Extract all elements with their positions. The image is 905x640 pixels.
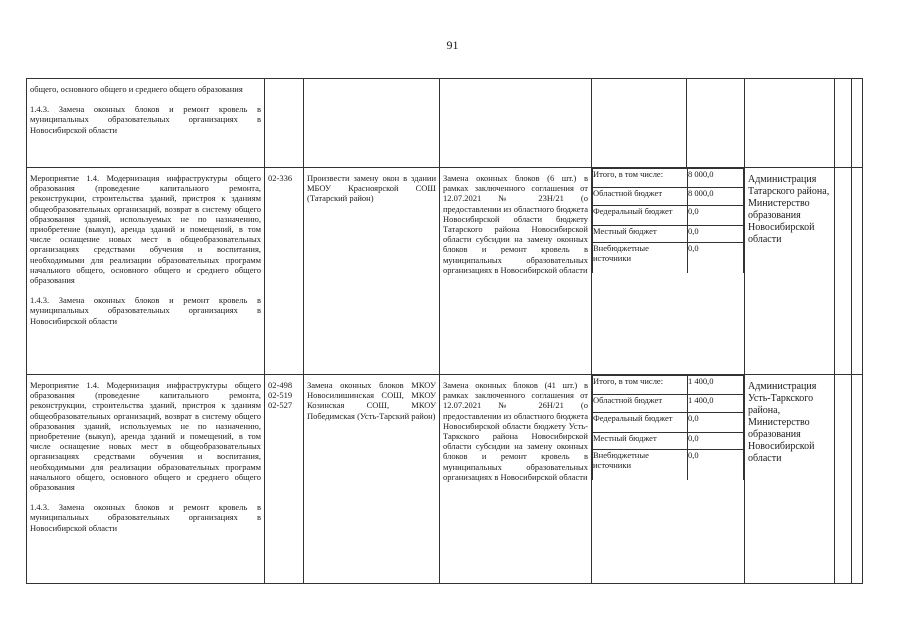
code-cell bbox=[265, 375, 304, 584]
financing-source: Областной бюджет bbox=[593, 188, 688, 206]
financing-amount: 1 400,0 bbox=[688, 395, 744, 413]
financing-source: Внебюджетные источники bbox=[593, 243, 688, 274]
code-cell bbox=[265, 79, 304, 168]
object-code: 02-519 bbox=[268, 390, 293, 401]
financing-cell bbox=[592, 79, 745, 168]
result-cell bbox=[440, 79, 592, 168]
financing-amount: 8 000,0 bbox=[688, 169, 744, 188]
executor-cell bbox=[745, 375, 835, 584]
financing-amount: 0,0 bbox=[688, 450, 744, 481]
program-table bbox=[26, 78, 863, 584]
financing-amount: 8 000,0 bbox=[688, 188, 744, 206]
result-text: Замена оконных блоков (41 шт.) в рамках заключенного соглашения от 12.07.2021 № 26Н/21 (о предоставлении из областного бюджета Новосибирской области бюджету Усть-Таркского района Новосибирской области субсидии на замену оконных блоков и ремонт кровель в муниципальных образовательных организациях в Новосибирской области bbox=[443, 380, 588, 482]
object-cell bbox=[304, 168, 440, 375]
extra-cell bbox=[852, 168, 863, 375]
financing-table bbox=[592, 168, 744, 273]
financing-source: Местный бюджет bbox=[593, 433, 688, 450]
extra-cell bbox=[835, 375, 852, 584]
financing-amount: 1 400,0 bbox=[688, 376, 744, 395]
table-row bbox=[27, 168, 863, 375]
object-cell bbox=[304, 375, 440, 584]
executor-cell bbox=[745, 168, 835, 375]
financing-source: Итого, в том числе: bbox=[593, 169, 688, 188]
table-row bbox=[27, 375, 863, 584]
extra-cell bbox=[835, 168, 852, 375]
code-cell bbox=[265, 168, 304, 375]
object-code: 02-498 bbox=[268, 380, 293, 390]
financing-amount: 0,0 bbox=[688, 433, 744, 450]
object-cell bbox=[304, 79, 440, 168]
financing-source: Федеральный бюджет bbox=[593, 206, 688, 226]
financing-source: Внебюджетные источники bbox=[593, 450, 688, 481]
event-cell bbox=[27, 375, 265, 584]
table-row-continuation bbox=[27, 79, 863, 168]
financing-source: Областной бюджет bbox=[593, 395, 688, 413]
subitem-text: 1.4.3. Замена оконных блоков и ремонт кровель в муниципальных образовательных организациях в Новосибирской области bbox=[30, 104, 261, 135]
executor-text: Администрация Усть-Таркского района, Министерство образования Новосибирской области bbox=[748, 381, 817, 464]
event-cell bbox=[27, 168, 265, 375]
event-text: Мероприятие 1.4. Модернизация инфраструктуры общего образования (проведение капитального ремонта, реконструкции, строительства зданий, пристроя к зданиям общеобразовательных организаций, возврат в систему общего образования зданий, используемых не по назначению, приобретение (выкуп), аренда зданий и помещений, в том числе оснащение новых мест в общеобразовательных организациях средствами обучения и воспитания, необходимыми для реализации образовательных программ начального общего, основного общего и среднего общего образования bbox=[30, 380, 261, 493]
extra-cell bbox=[835, 79, 852, 168]
financing-source: Итого, в том числе: bbox=[593, 376, 688, 395]
financing-amount: 0,0 bbox=[688, 206, 744, 226]
result-cell bbox=[440, 168, 592, 375]
extra-cell bbox=[852, 375, 863, 584]
financing-cell bbox=[592, 168, 745, 375]
executor-text: Администрация Татарского района, Министерство образования Новосибирской области bbox=[748, 174, 830, 245]
extra-cell bbox=[852, 79, 863, 168]
event-text: общего, основного общего и среднего общего образования bbox=[30, 84, 243, 94]
event-text: Мероприятие 1.4. Модернизация инфраструктуры общего образования (проведение капитального ремонта, реконструкции, строительства зданий, пристроя к зданиям общеобразовательных организаций, возврат в систему общего образования зданий, используемых не по назначению, приобретение (выкуп), аренда зданий и помещений, в том числе оснащение новых мест в общеобразовательных организациях средствами обучения и воспитания, необходимыми для реализации образовательных программ начального общего, основного общего и среднего общего образования bbox=[30, 173, 261, 286]
page-number: 91 bbox=[446, 38, 459, 52]
financing-amount: 0,0 bbox=[688, 413, 744, 433]
financing-amount: 0,0 bbox=[688, 243, 744, 274]
financing-table bbox=[592, 375, 744, 480]
subitem-text: 1.4.3. Замена оконных блоков и ремонт кровель в муниципальных образовательных организациях в Новосибирской области bbox=[30, 295, 261, 326]
result-text: Замена оконных блоков (6 шт.) в рамках заключенного соглашения от 12.07.2021 № 23Н/21 (о предоставлении из областного бюджета Новосибирской области бюджету Татарского района Новосибирской области субсидии на замену оконных блоков и ремонт кровель в муниципальных образовательных организациях в Новосибирской области bbox=[443, 173, 588, 275]
financing-source: Местный бюджет bbox=[593, 226, 688, 243]
event-cell bbox=[27, 79, 265, 168]
object-text: Замена оконных блоков МКОУ Новосилишинская СОШ, МКОУ Козинская СОШ, МКОУ Победимская (Усть-Тарский район) bbox=[307, 380, 436, 421]
financing-amount: 0,0 bbox=[688, 226, 744, 243]
result-cell bbox=[440, 375, 592, 584]
financing-source: Федеральный бюджет bbox=[593, 413, 688, 433]
object-code: 02-336 bbox=[268, 173, 293, 183]
executor-cell bbox=[745, 79, 835, 168]
subitem-text: 1.4.3. Замена оконных блоков и ремонт кровель в муниципальных образовательных организациях в Новосибирской области bbox=[30, 502, 261, 533]
financing-cell bbox=[592, 375, 745, 584]
object-code: 02-527 bbox=[268, 400, 293, 411]
object-text: Произвести замену окон в здании МБОУ Красноярской СОШ (Татарский район) bbox=[307, 173, 436, 204]
